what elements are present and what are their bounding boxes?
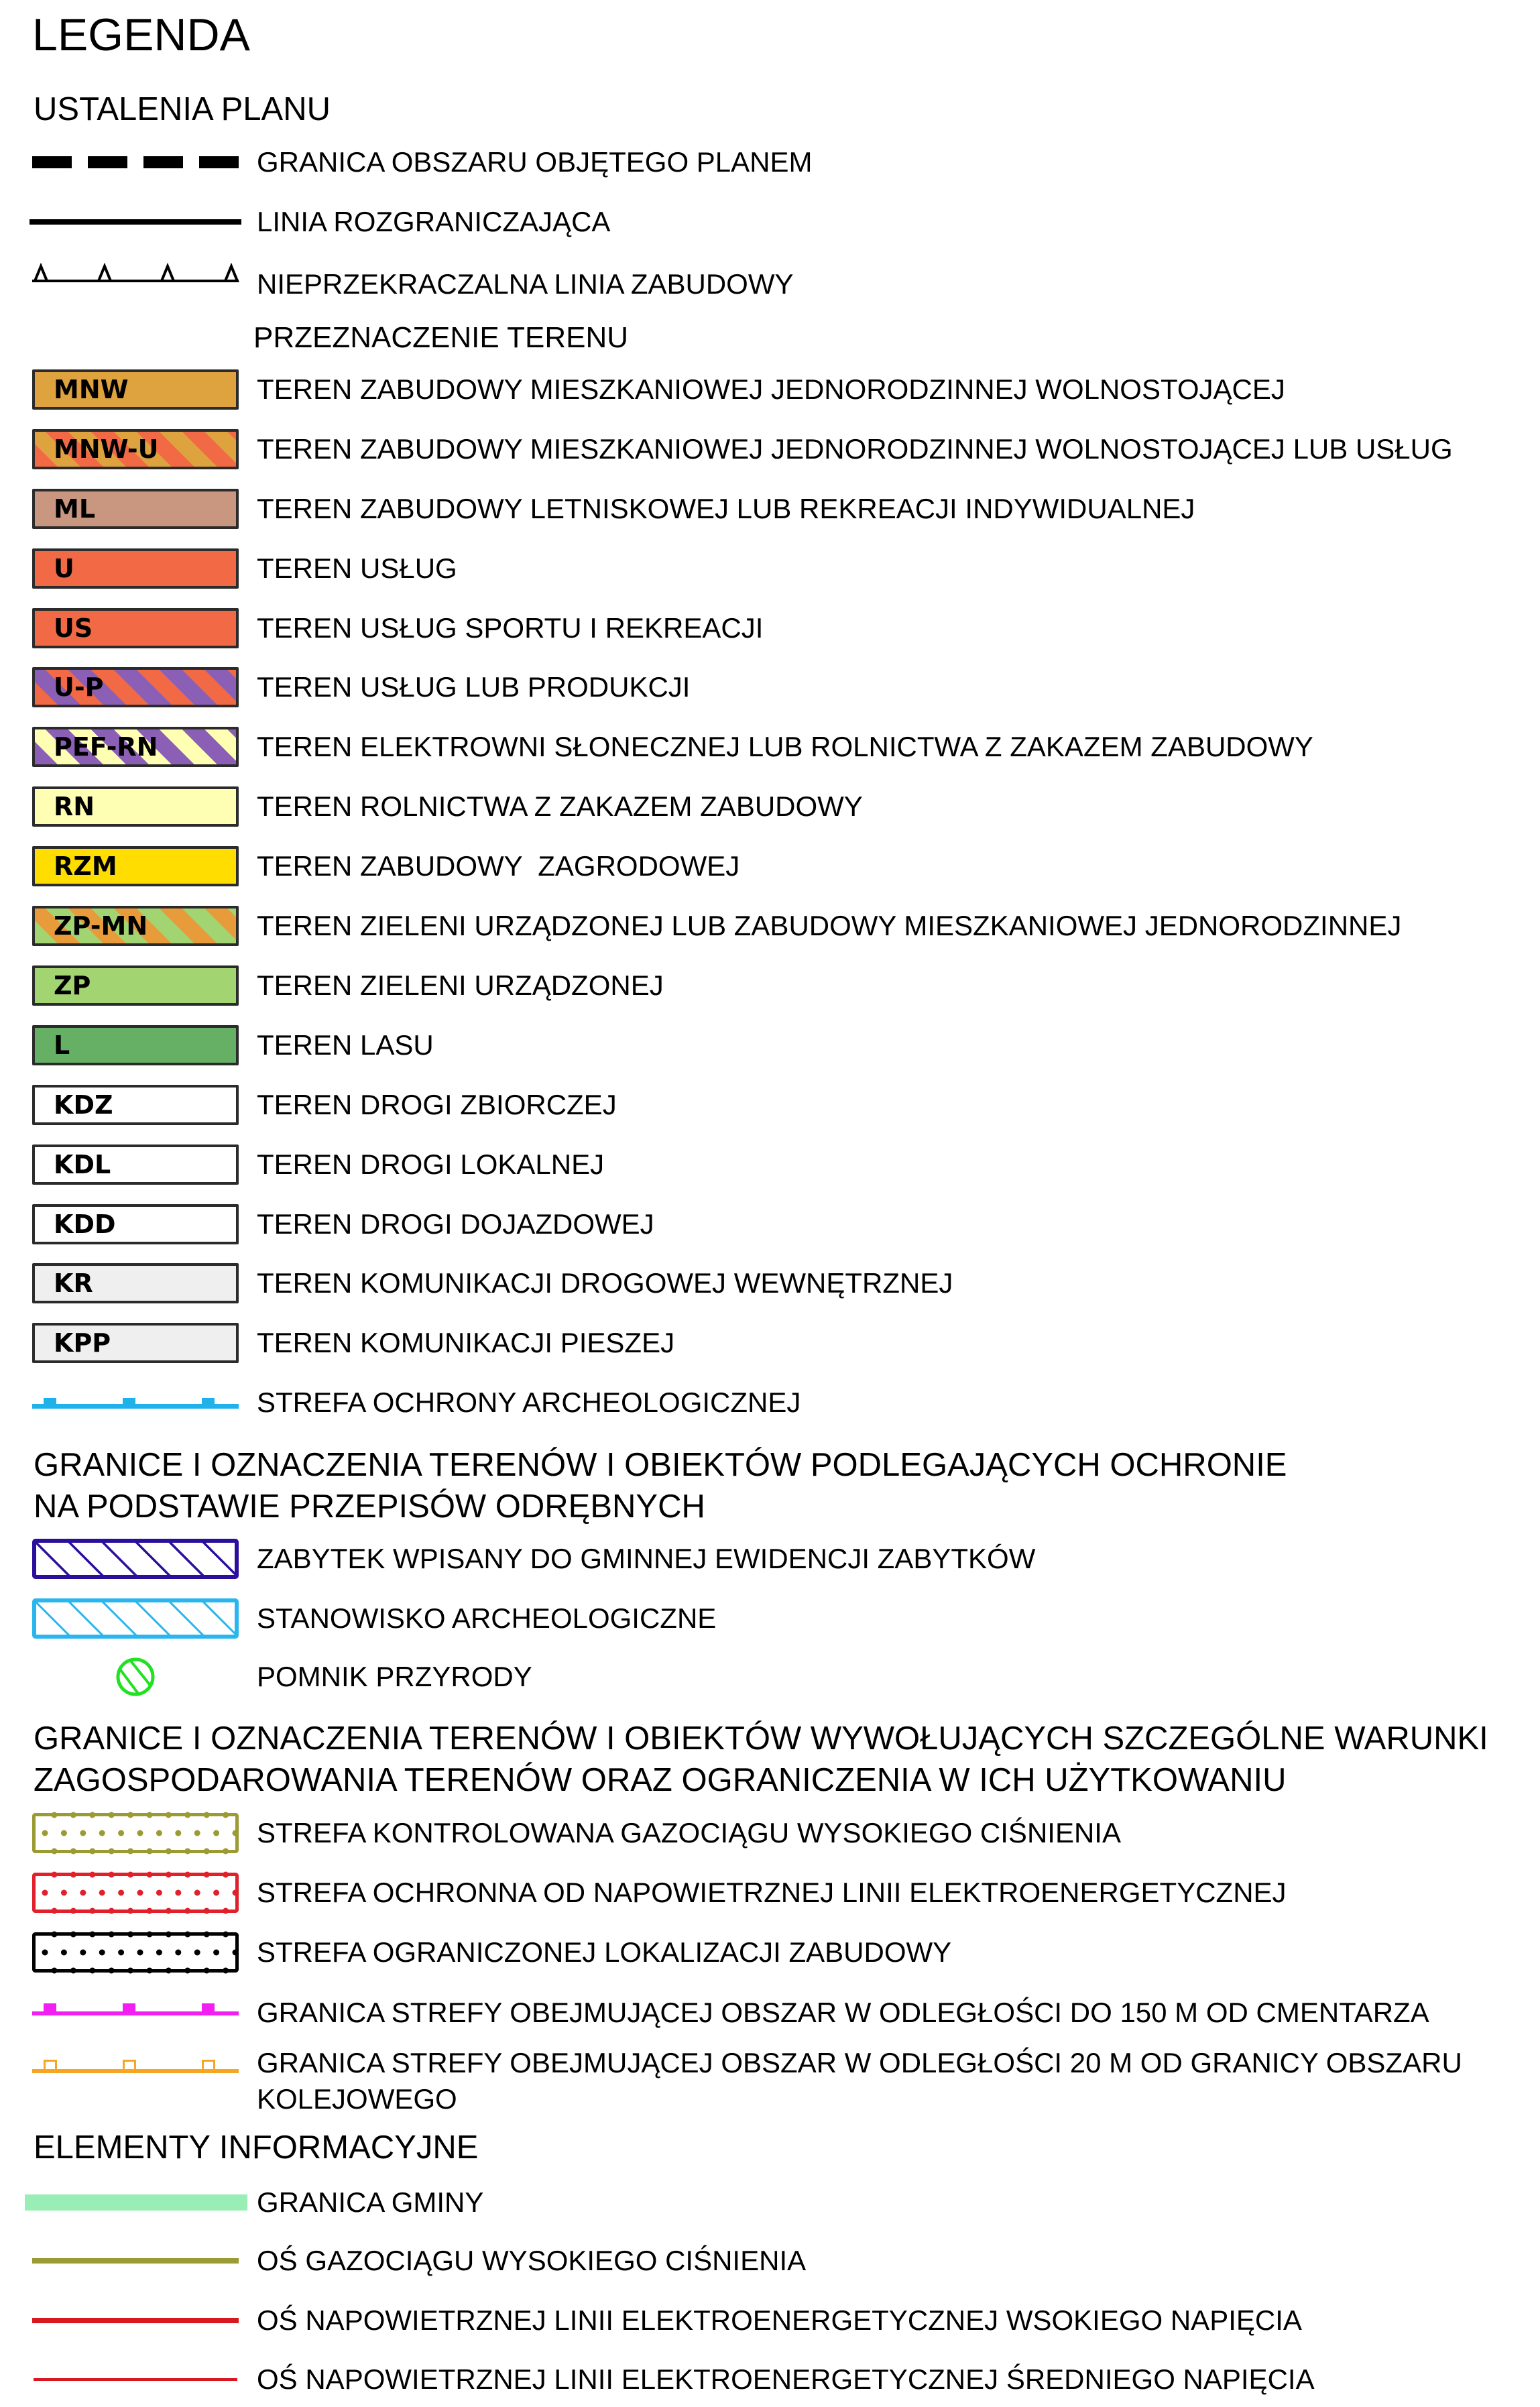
swatch-mnw xyxy=(32,369,239,410)
swatch-rn xyxy=(32,786,239,827)
zone-dot xyxy=(80,1950,86,1956)
swatch-us xyxy=(32,608,239,648)
legend-label: GRANICA STREFY OBEJMUJĄCEJ OBSZAR W ODLEGŁOŚCI 20 M OD GRANICY OBSZARU xyxy=(257,2047,1462,2078)
legend-label: TEREN ZIELENI URZĄDZONEJ xyxy=(257,970,664,1001)
legend-label: OŚ NAPOWIETRZNEJ LINII ELEKTROENERGETYCZNEJ WSOKIEGO NAPIĘCIA xyxy=(257,2304,1302,2336)
section-heading-protection-line2: NA PODSTAWIE PRZEPISÓW ODRĘBNYCH xyxy=(34,1488,705,1525)
swatch-pef-rn xyxy=(32,727,239,767)
nature-monument-icon xyxy=(32,1657,239,1697)
archaeological-site-hatch-icon xyxy=(32,1598,239,1639)
zone-dot xyxy=(42,1950,48,1956)
legend-label: OŚ GAZOCIĄGU WYSOKIEGO CIŚNIENIA xyxy=(257,2245,807,2276)
legend-label: TEREN USŁUG LUB PRODUKCJI xyxy=(257,671,691,703)
legend-label: TEREN ZABUDOWY MIESZKANIOWEJ JEDNORODZINNEJ WOLNOSTOJĄCEJ xyxy=(257,373,1285,405)
swatch-u-p xyxy=(32,667,239,707)
zone-dot xyxy=(137,1890,143,1896)
legend-label: TEREN ZIELENI URZĄDZONEJ LUB ZABUDOWY MIESZKANIOWEJ JEDNORODZINNEJ xyxy=(257,910,1402,941)
monument-hatch-icon xyxy=(32,1539,239,1579)
railway-zone-line-icon xyxy=(32,2054,239,2081)
legend-label-line2: KOLEJOWEGO xyxy=(257,2083,457,2115)
zone-dot xyxy=(137,1830,143,1836)
zone-dot xyxy=(213,1830,219,1836)
swatch-code: L xyxy=(54,1031,70,1060)
legend-label: STREFA OCHRONNA OD NAPOWIETRZNEJ LINII ELEKTROENERGETYCZNEJ xyxy=(257,1877,1287,1908)
zone-dot xyxy=(156,1890,162,1896)
swatch-code: RN xyxy=(54,792,95,821)
swatch-code: ZP xyxy=(54,971,91,1000)
zone-dot xyxy=(99,1890,105,1896)
archaeology-zone-line-icon xyxy=(32,1389,239,1416)
zone-dot xyxy=(80,1830,86,1836)
legend-label: ZABYTEK WPISANY DO GMINNEJ EWIDENCJI ZABYTKÓW xyxy=(257,1543,1036,1574)
municipality-boundary-line-icon xyxy=(25,2189,247,2216)
cemetery-zone-line-icon xyxy=(32,1997,239,2023)
legend-label: TEREN LASU xyxy=(257,1029,434,1061)
legend-label: STREFA KONTROLOWANA GAZOCIĄGU WYSOKIEGO CIŚNIENIA xyxy=(257,1817,1121,1848)
zone-dot xyxy=(99,1830,105,1836)
legend-label: LINIA ROZGRANICZAJĄCA xyxy=(257,206,611,237)
legend-label: STANOWISKO ARCHEOLOGICZNE xyxy=(257,1602,717,1634)
swatch-code: MNW xyxy=(54,375,129,404)
swatch-code: KR xyxy=(54,1269,93,1298)
swatch-code: MNW-U xyxy=(54,434,159,464)
swatch-zp-mn xyxy=(32,906,239,946)
section-heading-conditions: GRANICE I OZNACZENIA TERENÓW I OBIEKTÓW WYWOŁUJĄCYCH SZCZEGÓLNE WARUNKI xyxy=(34,1720,1488,1757)
legend-label: TEREN ZABUDOWY MIESZKANIOWEJ JEDNORODZINNEJ WOLNOSTOJĄCEJ LUB USŁUG xyxy=(257,433,1453,465)
legend-label: TEREN ZABUDOWY LETNISKOWEJ LUB REKREACJI INDYWIDUALNEJ xyxy=(257,493,1195,524)
legend-label: TEREN DROGI LOKALNEJ xyxy=(257,1149,605,1180)
zone-dot xyxy=(42,1890,48,1896)
zone-dot xyxy=(175,1890,181,1896)
zone-dot xyxy=(137,1950,143,1956)
zone-dot xyxy=(61,1830,67,1836)
zone-dot xyxy=(118,1890,124,1896)
swatch-code: U-P xyxy=(54,672,104,702)
section-heading-plan: USTALENIA PLANU xyxy=(34,91,331,127)
legend-label: POMNIK PRZYRODY xyxy=(257,1661,532,1692)
limited-building-zone-icon xyxy=(32,1932,239,1973)
swatch-code: KDZ xyxy=(54,1090,113,1120)
swatch-kdd xyxy=(32,1204,239,1244)
zone-dot xyxy=(99,1950,105,1956)
swatch-kpp xyxy=(32,1323,239,1363)
swatch-code: ML xyxy=(54,494,96,524)
zone-dot xyxy=(213,1950,219,1956)
swatch-code: KPP xyxy=(54,1328,111,1358)
legend-title: LEGENDA xyxy=(32,9,250,60)
gas-pipeline-zone-icon xyxy=(32,1813,239,1853)
zone-dot xyxy=(175,1950,181,1956)
swatch-code: KDL xyxy=(54,1150,111,1179)
legend-label: TEREN USŁUG xyxy=(257,552,457,584)
legend-label: STREFA OGRANICZONEJ LOKALIZACJI ZABUDOWY xyxy=(257,1936,952,1968)
swatch-code: RZM xyxy=(54,852,117,881)
swatch-zp xyxy=(32,965,239,1006)
zone-dot xyxy=(61,1890,67,1896)
legend-label: OŚ NAPOWIETRZNEJ LINII ELEKTROENERGETYCZNEJ ŚREDNIEGO NAPIĘCIA xyxy=(257,2363,1315,2395)
medium-voltage-line-icon xyxy=(32,2366,239,2393)
swatch-ml xyxy=(32,489,239,529)
legend-label: TEREN DROGI DOJAZDOWEJ xyxy=(257,1208,654,1240)
legend-label: TEREN ROLNICTWA Z ZAKAZEM ZABUDOWY xyxy=(257,790,863,822)
high-voltage-line-icon xyxy=(32,2307,239,2334)
swatch-code: PEF-RN xyxy=(54,732,158,762)
zone-dot xyxy=(213,1890,219,1896)
legend-label: TEREN KOMUNIKACJI PIESZEJ xyxy=(257,1327,675,1358)
zone-dot xyxy=(156,1950,162,1956)
swatch-code: KDD xyxy=(54,1210,116,1239)
dashed-boundary-line-icon xyxy=(32,149,239,176)
legend-label: GRANICA STREFY OBEJMUJĄCEJ OBSZAR W ODLEGŁOŚCI DO 150 M OD CMENTARZA xyxy=(257,1997,1429,2028)
swatch-code: US xyxy=(54,613,93,643)
zone-dot xyxy=(118,1830,124,1836)
legend-label: GRANICA GMINY xyxy=(257,2186,484,2218)
zone-dot xyxy=(175,1830,181,1836)
swatch-kdz xyxy=(32,1085,239,1125)
legend-label: TEREN ELEKTROWNI SŁONECZNEJ LUB ROLNICTWA Z ZAKAZEM ZABUDOWY xyxy=(257,731,1313,762)
legend-label: GRANICA OBSZARU OBJĘTEGO PLANEM xyxy=(257,146,813,178)
swatch-u xyxy=(32,548,239,589)
legend-label: TEREN DROGI ZBIORCZEJ xyxy=(257,1089,617,1120)
swatch-rzm xyxy=(32,846,239,886)
swatch-kdl xyxy=(32,1144,239,1185)
solid-line-icon xyxy=(32,209,239,235)
swatch-code: U xyxy=(54,554,74,583)
power-line-zone-icon xyxy=(32,1873,239,1913)
section-heading-protection: GRANICE I OZNACZENIA TERENÓW I OBIEKTÓW PODLEGAJĄCYCH OCHRONIE xyxy=(34,1447,1287,1483)
zone-dot xyxy=(194,1950,200,1956)
gas-pipeline-axis-line-icon xyxy=(32,2247,239,2274)
swatch-mnw-u xyxy=(32,429,239,469)
zone-dot xyxy=(194,1890,200,1896)
swatch-code: ZP-MN xyxy=(54,911,148,941)
zone-dot xyxy=(61,1950,67,1956)
legend-label: TEREN USŁUG SPORTU I REKREACJI xyxy=(257,612,764,644)
swatch-kr xyxy=(32,1263,239,1303)
swatch-l xyxy=(32,1025,239,1065)
triangle-line-icon xyxy=(32,263,239,290)
section-heading-info: ELEMENTY INFORMACYJNE xyxy=(34,2129,479,2166)
zone-dot xyxy=(42,1830,48,1836)
legend-label: TEREN ZABUDOWY ZAGRODOWEJ xyxy=(257,850,740,882)
legend-label: STREFA OCHRONY ARCHEOLOGICZNEJ xyxy=(257,1387,801,1418)
section-heading-conditions-line2: ZAGOSPODAROWANIA TERENÓW ORAZ OGRANICZENIA W ICH UŻYTKOWANIU xyxy=(34,1762,1287,1798)
zone-dot xyxy=(194,1830,200,1836)
legend-label: TEREN KOMUNIKACJI DROGOWEJ WEWNĘTRZNEJ xyxy=(257,1267,953,1299)
land-use-heading: PRZEZNACZENIE TERENU xyxy=(253,321,629,354)
legend-label: NIEPRZEKRACZALNA LINIA ZABUDOWY xyxy=(257,268,794,300)
zone-dot xyxy=(80,1890,86,1896)
zone-dot xyxy=(156,1830,162,1836)
zone-dot xyxy=(118,1950,124,1956)
